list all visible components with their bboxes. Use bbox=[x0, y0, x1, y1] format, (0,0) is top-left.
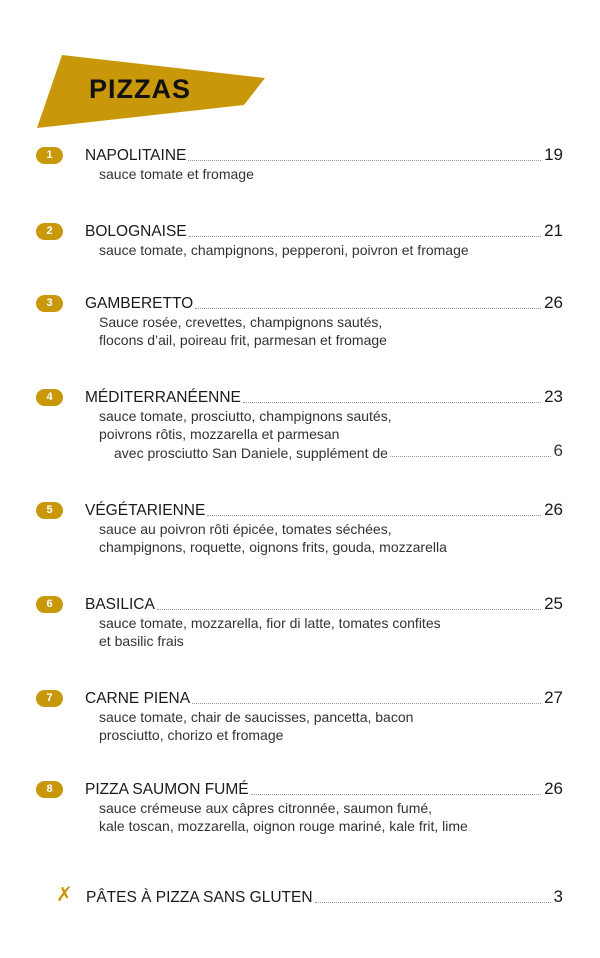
item-description: kale toscan, mozzarella, oignon rouge mariné, kale frit, lime bbox=[99, 818, 468, 834]
gluten-free-option bbox=[36, 884, 563, 907]
item-description: sauce tomate, mozzarella, fior di latte, tomates confites bbox=[99, 615, 441, 631]
menu-item bbox=[36, 387, 563, 461]
item-number-badge: 8 bbox=[36, 781, 63, 798]
item-price: 26 bbox=[544, 293, 563, 312]
item-description: sauce tomate, chair de saucisses, pancetta, bacon bbox=[99, 709, 414, 725]
item-name: MÉDITERRANÉENNE bbox=[85, 389, 241, 406]
item-price: 27 bbox=[544, 688, 563, 707]
dot-leader bbox=[195, 308, 541, 309]
item-price: 26 bbox=[544, 500, 563, 519]
item-description: sauce au poivron rôti épicée, tomates séchées, bbox=[99, 521, 392, 537]
item-description: sauce tomate, champignons, pepperoni, poivron et fromage bbox=[99, 242, 469, 258]
wheat-icon: ✗ bbox=[56, 884, 73, 906]
menu-item bbox=[36, 500, 563, 556]
item-name: CARNE PIENA bbox=[85, 690, 191, 707]
item-description: prosciutto, chorizo et fromage bbox=[99, 727, 284, 743]
dot-leader bbox=[207, 515, 541, 516]
item-number-badge: 1 bbox=[36, 147, 63, 164]
menu-item bbox=[36, 594, 563, 650]
supplement-price: 6 bbox=[553, 441, 563, 460]
item-name: BASILICA bbox=[85, 596, 155, 613]
item-price: 25 bbox=[544, 594, 563, 613]
dot-leader bbox=[390, 456, 551, 457]
item-number-badge: 3 bbox=[36, 295, 63, 312]
page-title: PIZZAS bbox=[89, 74, 192, 104]
item-description: flocons d’ail, poireau frit, parmesan et fromage bbox=[99, 332, 387, 348]
menu-item bbox=[36, 145, 563, 183]
menu-item bbox=[36, 221, 563, 259]
item-price: 19 bbox=[544, 145, 563, 164]
menu-item bbox=[36, 688, 563, 744]
item-description: et basilic frais bbox=[99, 633, 184, 649]
item-number-badge: 6 bbox=[36, 596, 63, 613]
dot-leader bbox=[157, 609, 541, 610]
item-description: champignons, roquette, oignons frits, gouda, mozzarella bbox=[99, 539, 447, 555]
gluten-price: 3 bbox=[553, 887, 563, 906]
dot-leader bbox=[243, 402, 541, 403]
gluten-label: PÂTES À PIZZA SANS GLUTEN bbox=[86, 889, 313, 906]
item-name: PIZZA SAUMON FUMÉ bbox=[85, 781, 249, 798]
item-name: VÉGÉTARIENNE bbox=[85, 502, 206, 519]
item-description: sauce tomate et fromage bbox=[99, 166, 254, 182]
item-number-badge: 4 bbox=[36, 389, 63, 406]
dot-leader bbox=[188, 160, 541, 161]
item-description: poivrons rôtis, mozzarella et parmesan bbox=[99, 426, 340, 442]
item-description: Sauce rosée, crevettes, champignons sautés, bbox=[99, 314, 383, 330]
item-description: sauce crémeuse aux câpres citronnée, saumon fumé, bbox=[99, 800, 433, 816]
item-number-badge: 7 bbox=[36, 690, 63, 707]
item-description: sauce tomate, prosciutto, champignons sautés, bbox=[99, 408, 392, 424]
item-number-badge: 5 bbox=[36, 502, 63, 519]
menu-item bbox=[36, 779, 563, 835]
item-price: 21 bbox=[544, 221, 563, 240]
item-name: NAPOLITAINE bbox=[85, 147, 187, 164]
title-banner bbox=[0, 0, 300, 140]
item-number-badge: 2 bbox=[36, 223, 63, 240]
dot-leader bbox=[251, 794, 541, 795]
dot-leader bbox=[315, 902, 551, 903]
item-price: 26 bbox=[544, 779, 563, 798]
supplement-label: avec prosciutto San Daniele, supplément de bbox=[114, 445, 388, 461]
menu-item bbox=[36, 293, 563, 349]
item-name: GAMBERETTO bbox=[85, 295, 194, 312]
item-name: BOLOGNAISE bbox=[85, 223, 187, 240]
dot-leader bbox=[192, 703, 541, 704]
item-price: 23 bbox=[544, 387, 563, 406]
dot-leader bbox=[189, 236, 541, 237]
